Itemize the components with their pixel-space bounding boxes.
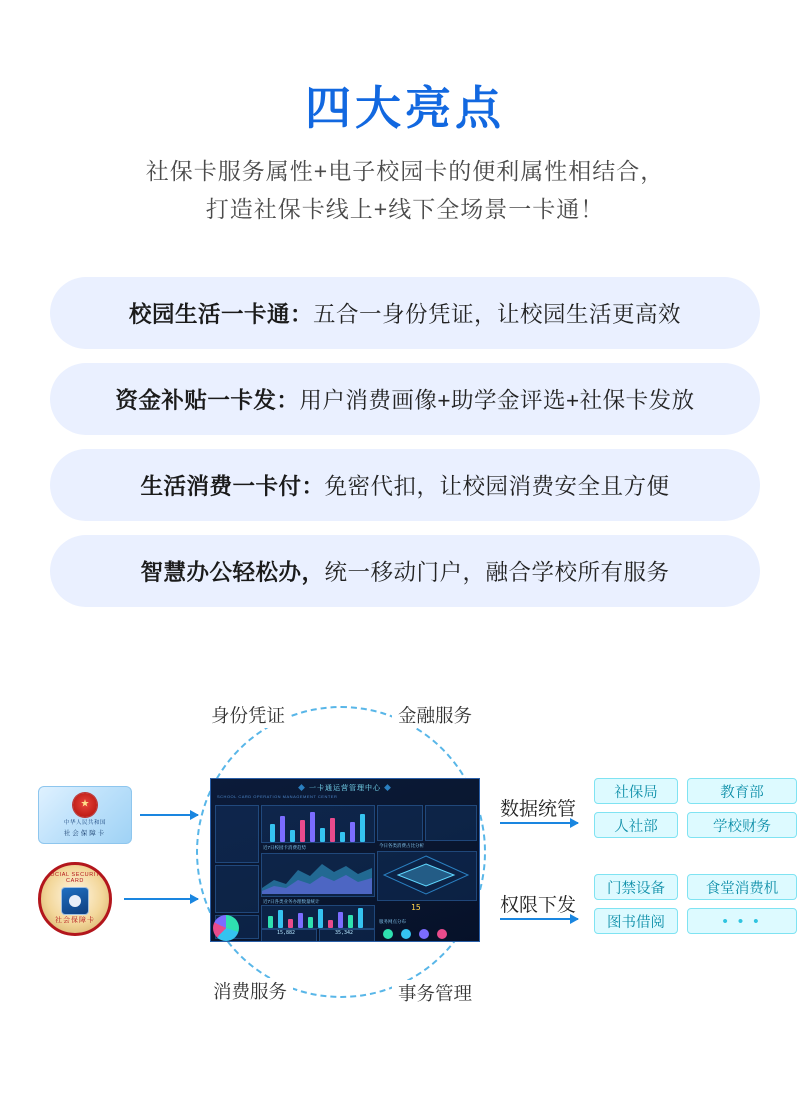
id-card-title: 中华人民共和国 <box>63 820 106 826</box>
bar <box>278 910 283 928</box>
highlight-item-3-rest: 免密代扣，让校园消费安全且方便 <box>324 474 670 499</box>
tag-shitang-xiaofeiji[interactable]: 食堂消费机 <box>687 874 797 900</box>
dashboard-title <box>211 783 479 793</box>
ring-label-consumption: 消费服务 <box>207 978 293 1004</box>
highlight-item-2 <box>50 363 760 435</box>
bar <box>308 917 313 928</box>
page-title: 四大亮点 <box>305 82 505 134</box>
dashboard-kpi-2-value: 35,342 <box>335 930 354 936</box>
dashboard-big-number: 15 <box>411 903 421 912</box>
ssc-badge-center-icon <box>61 887 89 915</box>
flow-label-permission-distribution: 权限下发 <box>500 895 577 916</box>
dashboard-title-deco-left: ◆ <box>298 785 307 792</box>
flow-label-data-governance: 数据统管 <box>500 799 577 820</box>
dashboard-panel-right-top2 <box>425 805 477 841</box>
bar <box>280 816 285 842</box>
subtitle-line-2: 打造社保卡线上+线下全场景一卡通！ <box>205 196 605 222</box>
bar <box>300 820 305 842</box>
dashboard-status-dot-2 <box>401 929 411 939</box>
tag-grid-data-governance <box>594 778 797 838</box>
dashboard-status-dot-3 <box>419 929 429 939</box>
tag-xuexiaocaiwu[interactable]: 学校财务 <box>687 812 797 838</box>
dashboard-title-deco-right: ◆ <box>383 785 392 792</box>
ssc-badge-arc-top: SOCIAL SECURITY CARD <box>45 872 105 884</box>
radar-chart-svg <box>378 852 474 898</box>
dashboard-pie-chart <box>213 915 239 941</box>
highlight-item-3-lead: 生活消费一卡付： <box>140 474 325 499</box>
ring-label-affairs: 事务管理 <box>392 980 478 1006</box>
highlight-item-2-lead: 资金补贴一卡发： <box>115 388 300 413</box>
bar <box>340 832 345 842</box>
dashboard-bar-chart-2 <box>261 905 375 929</box>
tag-tushu-jieyue[interactable]: 图书借阅 <box>594 908 678 934</box>
bar <box>298 913 303 928</box>
highlight-item-1-lead: 校园生活一卡通： <box>128 302 313 327</box>
dashboard-panel-caption-ratio: 今日各类消费占比分析 <box>379 843 424 848</box>
architecture-diagram <box>0 690 810 1050</box>
bar <box>330 818 335 842</box>
tag-renshebu[interactable]: 人社部 <box>594 812 678 838</box>
dashboard-bar-chart <box>261 805 375 843</box>
dashboard-kpi-1-value: 15,882 <box>277 930 296 936</box>
highlight-item-4 <box>50 535 760 607</box>
social-security-id-card <box>38 786 132 844</box>
operations-dashboard-screenshot <box>210 778 480 942</box>
bar <box>338 912 343 928</box>
page-subtitle <box>0 152 810 228</box>
id-card-subtitle: 社会保障卡 <box>63 830 107 837</box>
dashboard-area-chart <box>261 853 375 897</box>
bar <box>318 909 323 928</box>
highlight-item-4-rest: 统一移动门户，融合学校所有服务 <box>324 560 670 585</box>
bar <box>348 915 353 928</box>
ring-label-finance: 金融服务 <box>392 702 478 728</box>
tag-jiaoyubu[interactable]: 教育部 <box>687 778 797 804</box>
dashboard-panel-right-top <box>377 805 423 841</box>
tag-grid-permission-distribution <box>594 874 797 934</box>
highlight-list <box>50 277 760 621</box>
bar <box>288 919 293 928</box>
national-emblem-icon <box>73 793 97 817</box>
arrow-data-governance <box>500 822 578 824</box>
highlight-item-4-lead: 智慧办公轻松办， <box>140 560 325 585</box>
dashboard-subtitle: SCHOOL CARD OPERATION MANAGEMENT CENTER <box>217 794 338 799</box>
bar <box>270 824 275 842</box>
dashboard-panel-caption-business: 近7日各类业务办理数量统计 <box>263 899 320 904</box>
dashboard-radar-panel <box>377 851 477 901</box>
area-chart-svg <box>262 854 372 894</box>
tag-more[interactable]: • • • <box>687 908 797 934</box>
arrow-permission-distribution <box>500 918 578 920</box>
highlight-item-1 <box>50 277 760 349</box>
social-security-card-badge <box>38 862 112 936</box>
arrow-ssc-to-dashboard <box>124 898 198 900</box>
subtitle-line-1: 社保卡服务属性+电子校园卡的便利属性相结合， <box>145 158 665 184</box>
highlight-item-2-rest: 用户消费画像+助学金评选+社保卡发放 <box>299 388 695 413</box>
bar <box>320 828 325 842</box>
tag-menjin-shebei[interactable]: 门禁设备 <box>594 874 678 900</box>
dashboard-status-dot-1 <box>383 929 393 939</box>
dashboard-status-dot-4 <box>437 929 447 939</box>
dashboard-panel-caption-trend: 近7日校园卡消费趋势 <box>263 845 307 850</box>
dashboard-panel-left-mid <box>215 865 259 913</box>
bar <box>310 812 315 842</box>
dashboard-panel-left-top <box>215 805 259 863</box>
tag-shebaoju[interactable]: 社保局 <box>594 778 678 804</box>
dashboard-panel-caption-network: 服务网点分布 <box>379 919 406 924</box>
highlight-item-3 <box>50 449 760 521</box>
bar <box>290 830 295 842</box>
bar <box>328 920 333 928</box>
ssc-badge-arc-bottom: 社会保障卡 <box>55 917 95 924</box>
arrow-idcard-to-dashboard <box>140 814 198 816</box>
bar <box>350 822 355 842</box>
bar <box>360 814 365 842</box>
bar <box>358 908 363 928</box>
bar <box>268 916 273 928</box>
ring-label-identity: 身份凭证 <box>205 702 291 728</box>
highlight-item-1-rest: 五合一身份凭证，让校园生活更高效 <box>313 302 682 327</box>
dashboard-title-text: 一卡通运营管理中心 <box>309 785 381 792</box>
